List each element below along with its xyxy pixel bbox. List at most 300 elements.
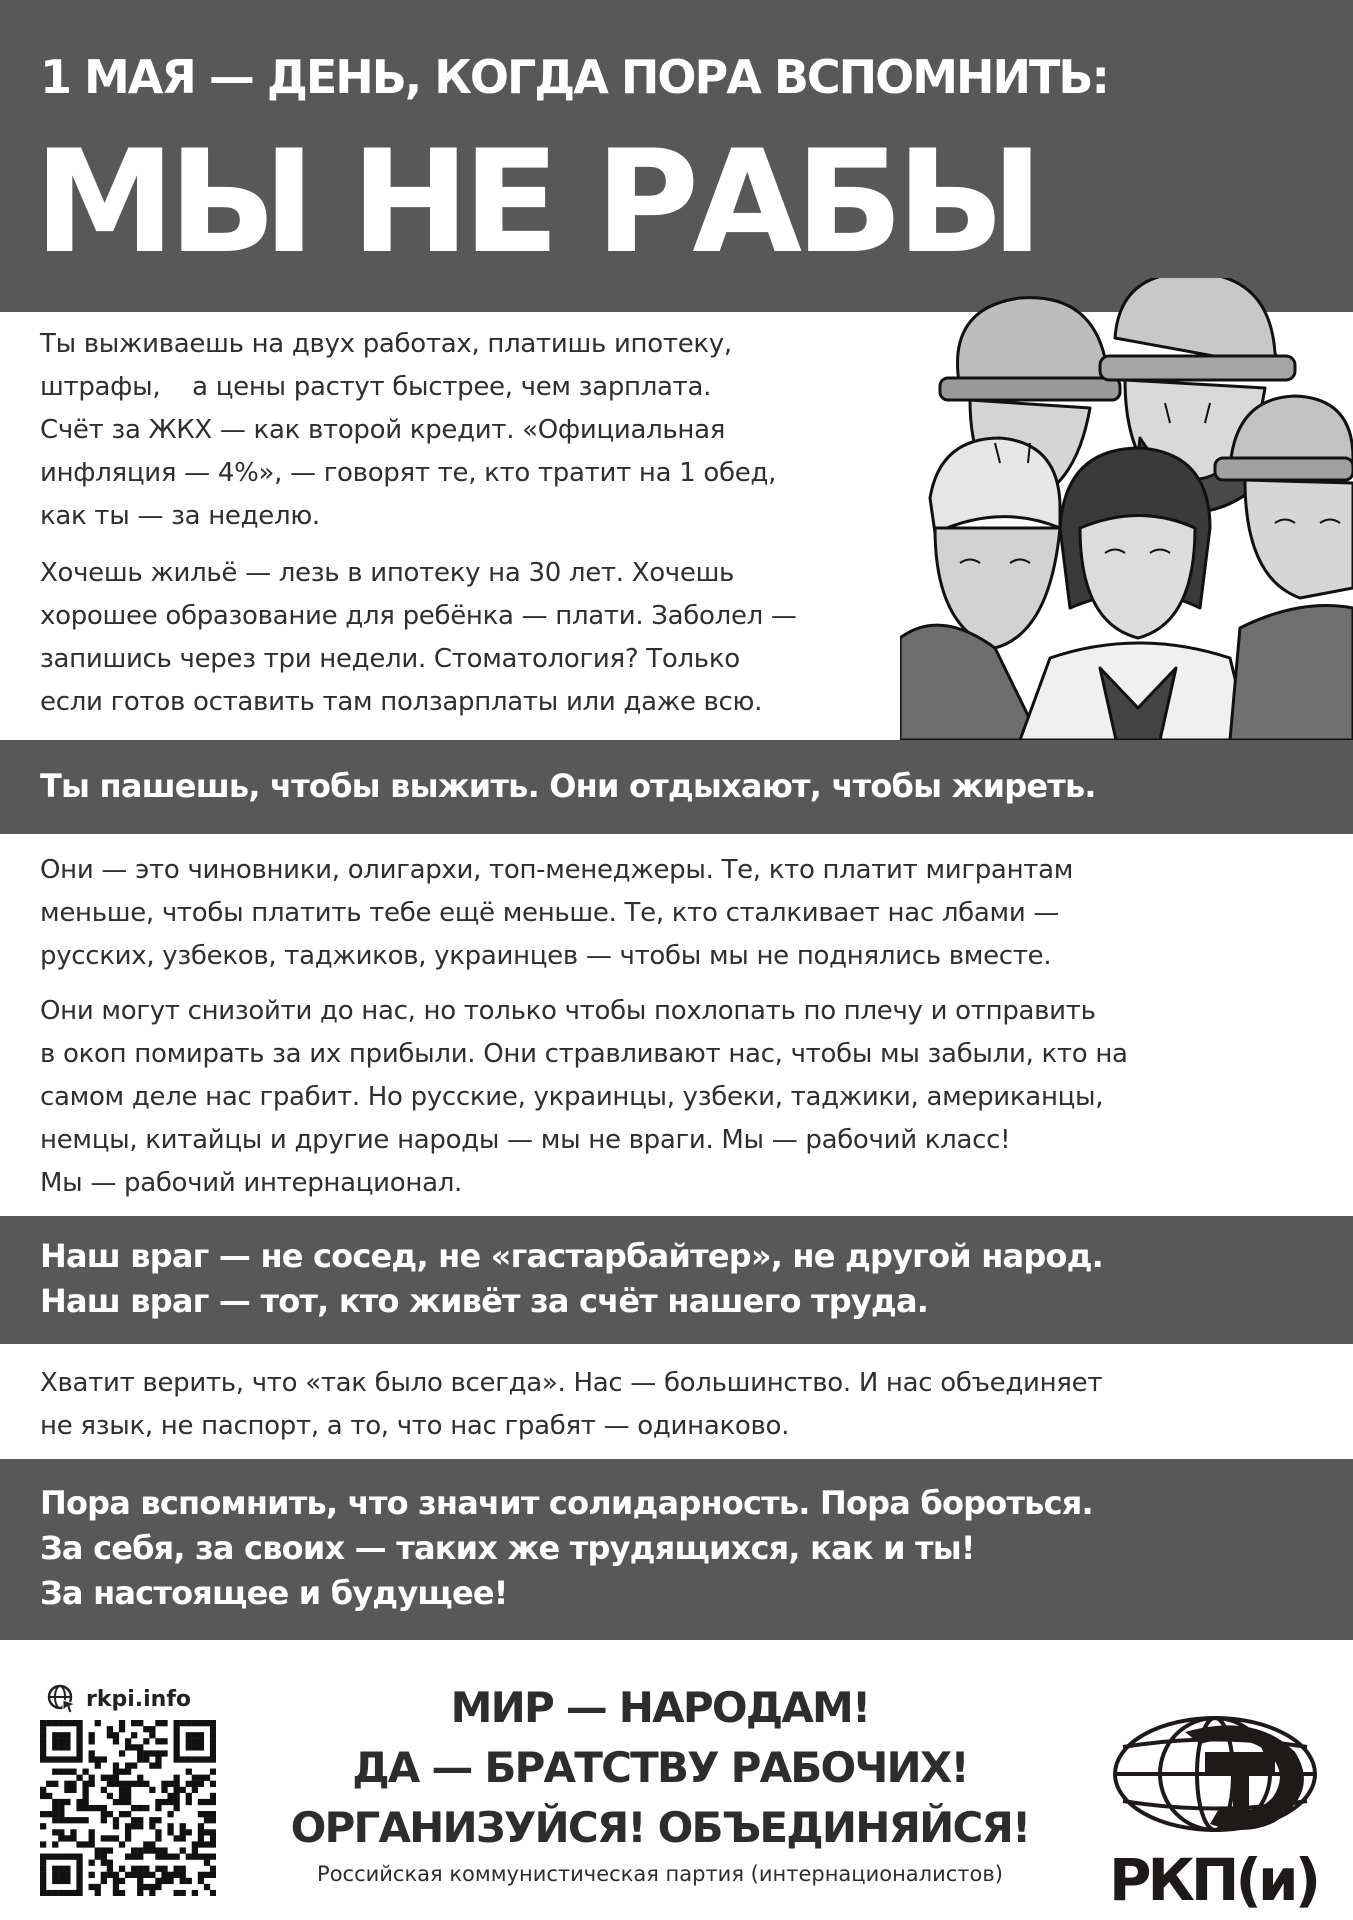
qr-module xyxy=(95,1762,101,1768)
qr-module xyxy=(186,1781,192,1787)
qr-module xyxy=(40,1793,46,1799)
qr-module xyxy=(76,1872,82,1878)
qr-module xyxy=(137,1823,143,1829)
qr-module xyxy=(89,1775,95,1781)
qr-module xyxy=(113,1732,119,1738)
qr-module xyxy=(76,1775,82,1781)
qr-module xyxy=(46,1890,52,1896)
qr-module xyxy=(125,1781,131,1787)
qr-module xyxy=(210,1829,216,1835)
qr-module xyxy=(131,1847,137,1853)
qr-module xyxy=(204,1799,210,1805)
qr-module xyxy=(52,1890,58,1896)
text-line: Хочешь жильё — лезь в ипотеку на 30 лет. Хочешь xyxy=(40,558,735,588)
qr-module xyxy=(101,1872,107,1878)
qr-module xyxy=(131,1732,137,1738)
qr-module xyxy=(101,1756,107,1762)
qr-module xyxy=(89,1805,95,1811)
text-line: Хватит верить, что «так было всегда». Нас — большинство. И нас объединяет xyxy=(40,1368,1103,1398)
qr-module xyxy=(119,1750,125,1756)
qr-module xyxy=(174,1793,180,1799)
qr-module xyxy=(101,1878,107,1884)
qr-module xyxy=(113,1738,119,1744)
qr-module xyxy=(143,1738,149,1744)
text-line: не язык, не паспорт, а то, что нас грабят — одинаково. xyxy=(40,1411,790,1441)
qr-module xyxy=(119,1787,125,1793)
qr-module xyxy=(52,1799,58,1805)
qr-module xyxy=(70,1787,76,1793)
qr-module xyxy=(101,1805,107,1811)
section-2-paragraph-2 xyxy=(40,990,1128,1205)
qr-module xyxy=(64,1769,70,1775)
qr-module xyxy=(180,1872,186,1878)
qr-module xyxy=(40,1841,46,1847)
qr-module xyxy=(174,1738,180,1744)
header-band xyxy=(0,0,1353,312)
qr-module xyxy=(82,1799,88,1805)
qr-module xyxy=(76,1720,82,1726)
qr-module xyxy=(89,1781,95,1787)
qr-module xyxy=(58,1720,64,1726)
qr-module xyxy=(192,1775,198,1781)
text-line: инфляция — 4%», — говорят те, кто тратит на 1 обед, xyxy=(40,458,777,488)
qr-module xyxy=(95,1805,101,1811)
qr-module xyxy=(204,1841,210,1847)
qr-module xyxy=(174,1872,180,1878)
qr-module xyxy=(76,1726,82,1732)
qr-module xyxy=(58,1799,64,1805)
qr-module xyxy=(52,1738,58,1744)
qr-module xyxy=(198,1811,204,1817)
intro-paragraph-2 xyxy=(40,552,797,724)
qr-module xyxy=(52,1781,58,1787)
qr-module xyxy=(210,1854,216,1860)
banner-1-text: Ты пашешь, чтобы выжить. Они отдыхают, чтобы жиреть. xyxy=(40,767,1096,805)
qr-module xyxy=(40,1756,46,1762)
qr-module xyxy=(70,1756,76,1762)
qr-module xyxy=(180,1866,186,1872)
qr-module xyxy=(198,1720,204,1726)
qr-module xyxy=(113,1884,119,1890)
qr-module xyxy=(137,1878,143,1884)
qr-module xyxy=(174,1756,180,1762)
qr-module xyxy=(210,1781,216,1787)
qr-module xyxy=(76,1866,82,1872)
qr-module xyxy=(58,1866,64,1872)
qr-module xyxy=(119,1720,125,1726)
qr-module xyxy=(82,1787,88,1793)
qr-module xyxy=(58,1817,64,1823)
qr-module xyxy=(174,1799,180,1805)
banner-2-text xyxy=(40,1234,1103,1324)
qr-module xyxy=(210,1738,216,1744)
qr-module xyxy=(119,1781,125,1787)
qr-module xyxy=(125,1829,131,1835)
qr-module xyxy=(137,1817,143,1823)
qr-module xyxy=(64,1720,70,1726)
text-line: Они могут снизойти до нас, но только чтобы похлопать по плечу и отправить xyxy=(40,996,1096,1026)
qr-module xyxy=(174,1750,180,1756)
text-line: Они — это чиновники, олигархи, топ-менеджеры. Те, кто платит мигрантам xyxy=(40,855,1074,885)
qr-module xyxy=(149,1823,155,1829)
qr-module xyxy=(58,1811,64,1817)
qr-module xyxy=(143,1750,149,1756)
qr-module xyxy=(137,1744,143,1750)
slogan-1: МИР — НАРОДАМ! xyxy=(450,1683,870,1732)
qr-module xyxy=(192,1847,198,1853)
text-line: За себя, за своих — таких же трудящихся, как и ты! xyxy=(40,1529,975,1567)
qr-module xyxy=(107,1726,113,1732)
qr-module xyxy=(210,1744,216,1750)
qr-module xyxy=(46,1854,52,1860)
qr-module xyxy=(131,1744,137,1750)
qr-module xyxy=(137,1866,143,1872)
qr-module xyxy=(137,1890,143,1896)
qr-module xyxy=(174,1720,180,1726)
qr-module xyxy=(149,1817,155,1823)
qr-module xyxy=(64,1756,70,1762)
qr-module xyxy=(70,1854,76,1860)
banner-2 xyxy=(0,1216,1353,1344)
qr-module xyxy=(167,1829,173,1835)
qr-module xyxy=(174,1781,180,1787)
qr-module xyxy=(180,1835,186,1841)
qr-module xyxy=(52,1720,58,1726)
qr-module xyxy=(125,1769,131,1775)
qr-module xyxy=(210,1769,216,1775)
qr-module xyxy=(58,1744,64,1750)
qr-module xyxy=(155,1854,161,1860)
qr-module xyxy=(204,1884,210,1890)
qr-module xyxy=(180,1847,186,1853)
qr-module xyxy=(89,1884,95,1890)
qr-module xyxy=(58,1738,64,1744)
qr-module xyxy=(95,1854,101,1860)
qr-module xyxy=(143,1872,149,1878)
qr-module xyxy=(113,1823,119,1829)
qr-module xyxy=(119,1878,125,1884)
qr-module xyxy=(76,1732,82,1738)
qr-module xyxy=(137,1781,143,1787)
qr-module xyxy=(101,1854,107,1860)
qr-module xyxy=(161,1738,167,1744)
qr-module xyxy=(143,1866,149,1872)
qr-module xyxy=(155,1750,161,1756)
qr-module xyxy=(101,1775,107,1781)
qr-module xyxy=(198,1744,204,1750)
qr-module xyxy=(161,1799,167,1805)
qr-module xyxy=(40,1738,46,1744)
qr-module xyxy=(186,1744,192,1750)
text-line: Мы — рабочий интернационал. xyxy=(40,1168,462,1198)
qr-module xyxy=(143,1847,149,1853)
qr-module xyxy=(186,1769,192,1775)
qr-module xyxy=(167,1854,173,1860)
qr-module xyxy=(174,1775,180,1781)
text-line: меньше, чтобы платить тебе ещё меньше. Те, кто сталкивает нас лбами — xyxy=(40,898,1060,928)
qr-code xyxy=(40,1720,216,1896)
qr-module xyxy=(131,1781,137,1787)
qr-module xyxy=(155,1884,161,1890)
qr-module xyxy=(204,1720,210,1726)
qr-module xyxy=(198,1732,204,1738)
qr-module xyxy=(161,1872,167,1878)
qr-module xyxy=(155,1720,161,1726)
qr-module xyxy=(113,1769,119,1775)
qr-module xyxy=(125,1793,131,1799)
qr-module xyxy=(64,1744,70,1750)
qr-module xyxy=(64,1890,70,1896)
qr-module xyxy=(64,1835,70,1841)
qr-module xyxy=(113,1817,119,1823)
qr-module xyxy=(125,1787,131,1793)
qr-module xyxy=(58,1872,64,1878)
qr-module xyxy=(101,1811,107,1817)
qr-module xyxy=(58,1732,64,1738)
qr-module xyxy=(119,1811,125,1817)
qr-module xyxy=(192,1854,198,1860)
qr-module xyxy=(174,1854,180,1860)
qr-module xyxy=(76,1890,82,1896)
qr-module xyxy=(119,1841,125,1847)
qr-module xyxy=(70,1817,76,1823)
slogan-2: ДА — БРАТСТВУ РАБОЧИХ! xyxy=(352,1743,968,1792)
qr-module xyxy=(174,1890,180,1896)
qr-module xyxy=(95,1847,101,1853)
text-line: русских, узбеков, таджиков, украинцев — чтобы мы не поднялись вместе. xyxy=(40,941,1052,971)
qr-module xyxy=(161,1781,167,1787)
qr-module xyxy=(210,1841,216,1847)
qr-module xyxy=(40,1787,46,1793)
qr-module xyxy=(149,1890,155,1896)
qr-module xyxy=(64,1781,70,1787)
qr-module xyxy=(186,1854,192,1860)
qr-module xyxy=(46,1811,52,1817)
text-line: Ты выживаешь на двух работах, платишь ипотеку, xyxy=(40,329,732,359)
qr-module xyxy=(76,1799,82,1805)
qr-module xyxy=(89,1872,95,1878)
qr-module xyxy=(198,1756,204,1762)
site-link[interactable] xyxy=(46,1683,191,1715)
qr-module xyxy=(186,1738,192,1744)
qr-module xyxy=(210,1872,216,1878)
qr-module xyxy=(113,1878,119,1884)
qr-module xyxy=(155,1817,161,1823)
qr-module xyxy=(40,1872,46,1878)
qr-module xyxy=(40,1884,46,1890)
qr-module xyxy=(210,1866,216,1872)
qr-module xyxy=(70,1829,76,1835)
qr-module xyxy=(186,1732,192,1738)
text-line: Пора вспомнить, что значит солидарность. Пора бороться. xyxy=(40,1484,1093,1522)
qr-module xyxy=(64,1854,70,1860)
qr-module xyxy=(186,1756,192,1762)
qr-module xyxy=(95,1890,101,1896)
qr-module xyxy=(186,1878,192,1884)
qr-module xyxy=(40,1878,46,1884)
qr-module xyxy=(131,1866,137,1872)
qr-module xyxy=(186,1829,192,1835)
qr-module xyxy=(76,1738,82,1744)
qr-module xyxy=(143,1781,149,1787)
qr-module xyxy=(167,1781,173,1787)
qr-module xyxy=(82,1793,88,1799)
qr-module xyxy=(40,1860,46,1866)
qr-module xyxy=(155,1866,161,1872)
qr-module xyxy=(155,1829,161,1835)
qr-module xyxy=(95,1884,101,1890)
banner-3-text xyxy=(40,1481,1093,1616)
qr-module xyxy=(186,1720,192,1726)
qr-module xyxy=(204,1756,210,1762)
site-url[interactable]: rkpi.info xyxy=(86,1686,192,1712)
qr-module xyxy=(46,1781,52,1787)
qr-module xyxy=(137,1854,143,1860)
qr-module xyxy=(76,1884,82,1890)
qr-module xyxy=(82,1769,88,1775)
qr-module xyxy=(143,1841,149,1847)
qr-module xyxy=(149,1726,155,1732)
qr-module xyxy=(113,1781,119,1787)
qr-module xyxy=(125,1799,131,1805)
text-line: штрафы, а цены растут быстрее, чем зарплата. xyxy=(40,372,712,402)
qr-module xyxy=(210,1726,216,1732)
qr-module xyxy=(119,1890,125,1896)
qr-module xyxy=(101,1787,107,1793)
qr-module xyxy=(119,1866,125,1872)
qr-module xyxy=(180,1787,186,1793)
qr-module xyxy=(155,1738,161,1744)
qr-module xyxy=(143,1805,149,1811)
qr-module xyxy=(198,1878,204,1884)
qr-module xyxy=(174,1726,180,1732)
workers-illustration xyxy=(900,278,1353,740)
qr-module xyxy=(131,1720,137,1726)
qr-module xyxy=(101,1817,107,1823)
qr-module xyxy=(161,1866,167,1872)
text-line: в окоп помирать за их прибыли. Они стравливают нас, чтобы мы забыли, кто на xyxy=(40,1039,1128,1069)
party-name: Российская коммунистическая партия (интернационалистов) xyxy=(317,1862,1003,1886)
qr-module xyxy=(131,1817,137,1823)
qr-module xyxy=(101,1835,107,1841)
qr-module xyxy=(210,1811,216,1817)
qr-module xyxy=(107,1775,113,1781)
qr-module xyxy=(40,1854,46,1860)
qr-module xyxy=(89,1756,95,1762)
qr-module xyxy=(64,1817,70,1823)
qr-module xyxy=(70,1769,76,1775)
qr-module xyxy=(204,1775,210,1781)
qr-module xyxy=(107,1781,113,1787)
qr-module xyxy=(143,1884,149,1890)
text-line: хорошее образование для ребёнка — плати. Заболел — xyxy=(40,601,797,631)
qr-module xyxy=(40,1823,46,1829)
qr-module xyxy=(204,1860,210,1866)
qr-module xyxy=(161,1750,167,1756)
qr-module xyxy=(113,1872,119,1878)
qr-module xyxy=(113,1835,119,1841)
qr-module xyxy=(186,1793,192,1799)
qr-module xyxy=(204,1872,210,1878)
qr-module xyxy=(52,1872,58,1878)
qr-module xyxy=(137,1805,143,1811)
footer xyxy=(0,1640,1353,1920)
qr-module xyxy=(161,1878,167,1884)
qr-module xyxy=(101,1860,107,1866)
qr-module xyxy=(52,1854,58,1860)
qr-module xyxy=(82,1805,88,1811)
qr-module xyxy=(76,1860,82,1866)
qr-module xyxy=(64,1732,70,1738)
qr-module xyxy=(76,1750,82,1756)
qr-module xyxy=(210,1756,216,1762)
qr-module xyxy=(192,1841,198,1847)
qr-module xyxy=(52,1817,58,1823)
qr-module xyxy=(204,1854,210,1860)
qr-module xyxy=(70,1835,76,1841)
qr-module xyxy=(125,1854,131,1860)
banner-1 xyxy=(0,740,1353,834)
qr-module xyxy=(161,1847,167,1853)
text-line: Наш враг — не сосед, не «гастарбайтер», не другой народ. xyxy=(40,1237,1104,1275)
text-line: За настоящее и будущее! xyxy=(40,1574,508,1612)
qr-module xyxy=(167,1878,173,1884)
qr-module xyxy=(113,1775,119,1781)
qr-module xyxy=(174,1866,180,1872)
qr-module xyxy=(89,1732,95,1738)
qr-module xyxy=(174,1744,180,1750)
kicker: 1 МАЯ — ДЕНЬ, КОГДА ПОРА ВСПОМНИТЬ: xyxy=(40,50,1108,104)
text-line: Счёт за ЖКХ — как второй кредит. «Официальная xyxy=(40,415,726,445)
qr-module xyxy=(198,1823,204,1829)
qr-module xyxy=(149,1884,155,1890)
qr-module xyxy=(143,1756,149,1762)
qr-module xyxy=(149,1750,155,1756)
qr-module xyxy=(58,1854,64,1860)
qr-module xyxy=(155,1835,161,1841)
qr-module xyxy=(198,1829,204,1835)
qr-module xyxy=(210,1817,216,1823)
text-line: Наш враг — тот, кто живёт за счёт нашего труда. xyxy=(40,1282,929,1320)
qr-module xyxy=(210,1720,216,1726)
qr-module xyxy=(192,1732,198,1738)
text-line: самом деле нас грабит. Но русские, украинцы, узбеки, таджики, американцы, xyxy=(40,1082,1104,1112)
qr-module xyxy=(167,1811,173,1817)
qr-module xyxy=(107,1872,113,1878)
qr-module xyxy=(95,1756,101,1762)
headline: МЫ НЕ РАБЫ xyxy=(34,120,1037,285)
qr-module xyxy=(89,1750,95,1756)
qr-module xyxy=(131,1805,137,1811)
qr-module xyxy=(192,1787,198,1793)
intro-paragraph-1 xyxy=(40,323,776,538)
qr-module xyxy=(131,1762,137,1768)
qr-module xyxy=(155,1799,161,1805)
qr-module xyxy=(125,1872,131,1878)
qr-module xyxy=(192,1744,198,1750)
qr-module xyxy=(192,1720,198,1726)
qr-module xyxy=(125,1744,131,1750)
qr-module xyxy=(64,1738,70,1744)
qr-module xyxy=(180,1823,186,1829)
qr-module xyxy=(204,1817,210,1823)
banner-3 xyxy=(0,1459,1353,1640)
qr-module xyxy=(52,1878,58,1884)
qr-module xyxy=(131,1823,137,1829)
qr-module xyxy=(58,1835,64,1841)
slogan-3: ОРГАНИЗУЙСЯ! ОБЪЕДИНЯЙСЯ! xyxy=(290,1803,1030,1852)
qr-module xyxy=(131,1854,137,1860)
